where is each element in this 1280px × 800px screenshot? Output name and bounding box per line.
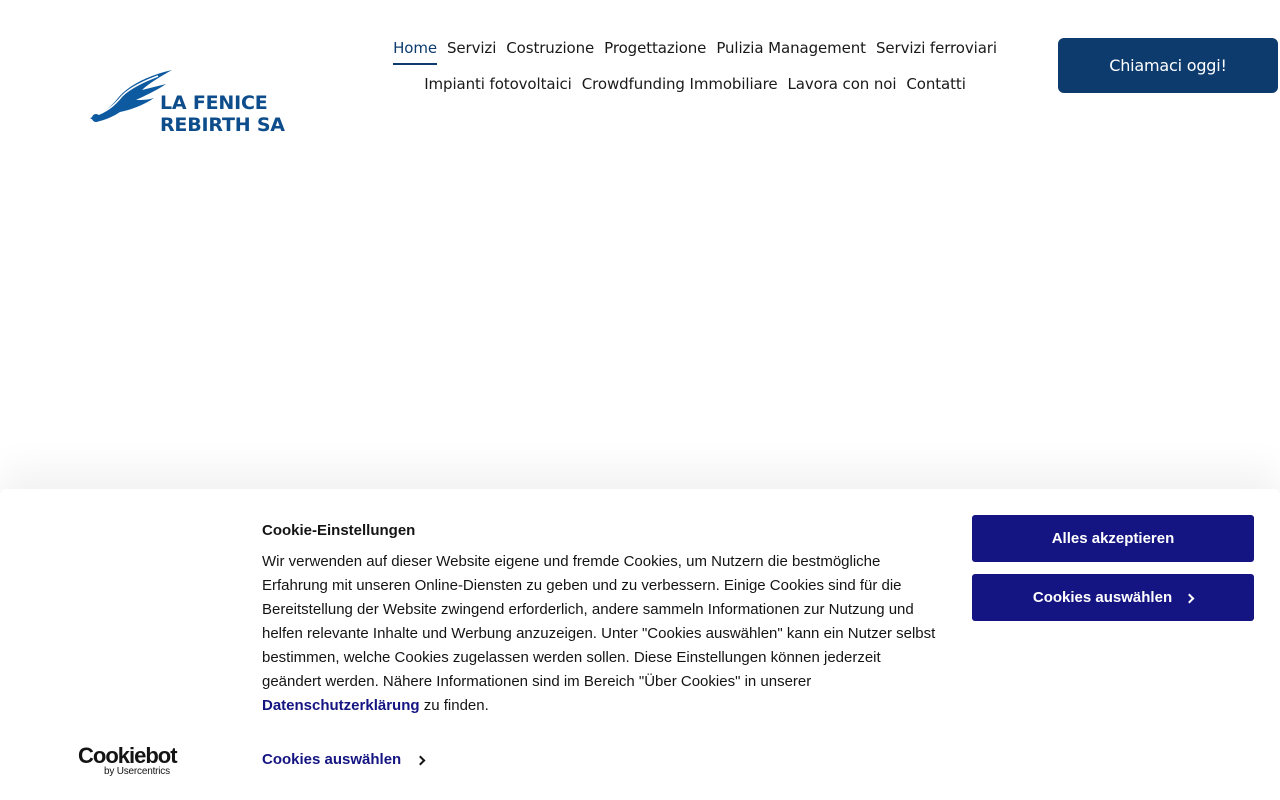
brand-line1: LA FENICE	[160, 92, 268, 114]
select-cookies-link-label: Cookies auswählen	[262, 751, 402, 768]
select-cookies-button[interactable]	[972, 574, 1254, 621]
select-cookies-link[interactable]	[262, 751, 424, 768]
cookie-title: Cookie-Einstellungen	[262, 522, 416, 539]
nav-row-2	[370, 66, 1020, 102]
nav-servizi-ferroviari[interactable]: Servizi ferroviari	[875, 39, 997, 57]
cookie-description	[262, 550, 942, 718]
nav-crowdfunding-immobiliare[interactable]: Crowdfunding Immobiliare	[581, 75, 778, 93]
cookiebot-subtitle: by Usercentrics	[104, 766, 170, 777]
nav-costruzione[interactable]: Costruzione	[506, 39, 595, 57]
nav-impianti-fotovoltaici[interactable]: Impianti fotovoltaici	[424, 75, 572, 93]
brand-line2: REBIRTH SA	[160, 114, 285, 136]
cookiebot-wordmark: Cookiebot	[78, 743, 177, 768]
select-cookies-label: Cookies auswählen	[1032, 589, 1173, 606]
nav-home[interactable]: Home	[393, 30, 437, 65]
cookiebot-logo	[78, 744, 188, 780]
chevron-right-icon	[1185, 593, 1195, 603]
brand-name	[160, 92, 285, 136]
nav-servizi[interactable]: Servizi	[446, 39, 497, 57]
nav-progettazione[interactable]: Progettazione	[604, 39, 707, 57]
main-nav	[370, 30, 1020, 102]
accept-all-button[interactable]: Alles akzeptieren	[972, 515, 1254, 562]
nav-row-1	[370, 30, 1020, 66]
cookie-text-part1: Wir verwenden auf dieser Website eigene und fremde Cookies, um Nutzern die bestmögliche Erfahrung mit unseren Online-Diensten zu geben und zu verbessern. Einige Cookies sind für die Bereitstellung der Website zwingend erforderlich, andere sammeln Informationen zur Nutzung und helfen relevante Inhalte und Werbung anzuzeigen. Unter "Cookies auswählen" kann ein Nutzer selbst bestimmen, welche Cookies zugelassen werden sollen. Diese Einstellungen können jederzeit geändert werden. Nähere Informationen sind im Bereich "Über Cookies" in unserer	[262, 553, 936, 690]
nav-contatti[interactable]: Contatti	[906, 75, 966, 93]
chevron-right-icon	[416, 755, 426, 765]
privacy-policy-link[interactable]: Datenschutzerklärung	[262, 697, 420, 714]
logo[interactable]	[88, 66, 292, 140]
call-us-button[interactable]: Chiamaci oggi!	[1058, 38, 1278, 93]
cookie-banner	[0, 489, 1280, 800]
cookie-text-part2: zu finden.	[419, 697, 489, 714]
nav-lavora-con-noi[interactable]: Lavora con noi	[787, 75, 897, 93]
nav-pulizia-management[interactable]: Pulizia Management	[716, 39, 866, 57]
